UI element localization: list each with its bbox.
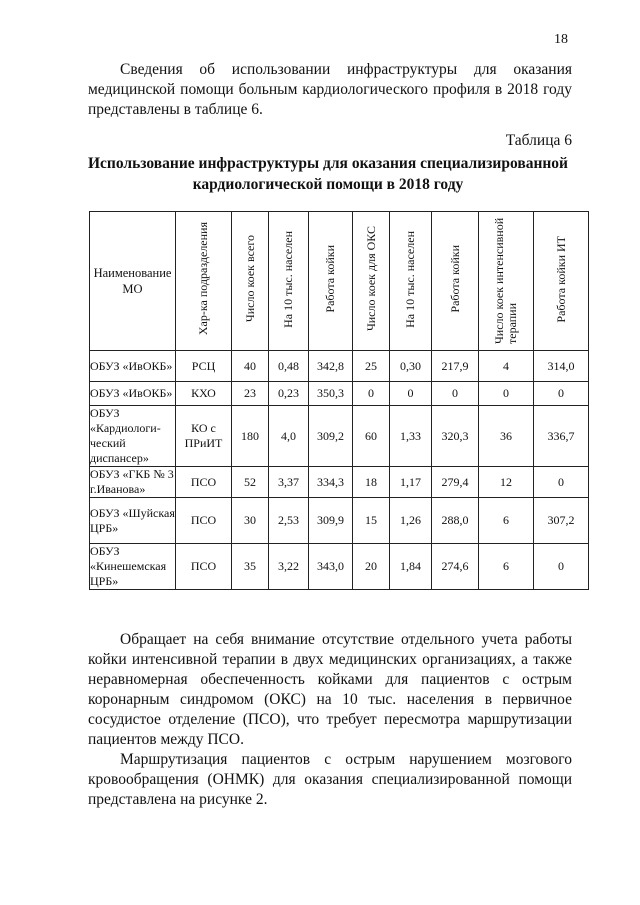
table-row <box>90 544 589 590</box>
cell-oks-beds: 0 <box>353 382 390 406</box>
header-oks-per10k: На 10 тыс. населен <box>390 212 432 351</box>
cell-it-bed-work: 0 <box>534 382 589 406</box>
intro-paragraph: Сведения об использовании инфраструктуры для оказания медицинской помощи больным кардиологического профиля в 2018 году представлены в таблице 6. <box>88 61 572 118</box>
cell-it-beds: 36 <box>479 406 534 467</box>
header-oks-beds: Число коек для ОКС <box>353 212 390 351</box>
header-it-bed-work: Работа койки ИТ <box>534 212 589 351</box>
cell-it-bed-work: 0 <box>534 544 589 590</box>
cell-unit-type: КО с ПРиИТ <box>176 406 232 467</box>
cell-beds-total: 30 <box>232 498 269 544</box>
cell-beds-total: 180 <box>232 406 269 467</box>
cell-oks-beds: 20 <box>353 544 390 590</box>
cell-it-beds: 6 <box>479 544 534 590</box>
table-row <box>90 467 589 498</box>
cell-bed-work: 343,0 <box>309 544 353 590</box>
cell-beds-per10k: 0,48 <box>269 351 309 382</box>
cell-bed-work: 309,2 <box>309 406 353 467</box>
cell-mo: ОБУЗ «Шуйская ЦРБ» <box>90 498 176 544</box>
header-beds-per10k: На 10 тыс. населен <box>269 212 309 351</box>
cell-beds-per10k: 4,0 <box>269 406 309 467</box>
cell-unit-type: КХО <box>176 382 232 406</box>
cell-it-beds: 0 <box>479 382 534 406</box>
table-title-line-1: Использование инфраструктуры для оказания специализированной <box>87 155 568 172</box>
cell-beds-per10k: 3,22 <box>269 544 309 590</box>
header-it-beds: Число коек интенсивной терапии <box>479 212 534 351</box>
cell-beds-per10k: 0,23 <box>269 382 309 406</box>
cell-oks-bed-work: 0 <box>432 382 479 406</box>
table-row <box>90 382 589 406</box>
table-header-row <box>90 212 589 351</box>
cell-oks-per10k: 1,84 <box>390 544 432 590</box>
table-row <box>90 351 589 382</box>
cell-it-bed-work: 307,2 <box>534 498 589 544</box>
cell-oks-bed-work: 279,4 <box>432 467 479 498</box>
cell-oks-beds: 18 <box>353 467 390 498</box>
cell-it-beds: 6 <box>479 498 534 544</box>
cell-beds-total: 40 <box>232 351 269 382</box>
cell-unit-type: ПСО <box>176 467 232 498</box>
cell-oks-per10k: 1,17 <box>390 467 432 498</box>
cell-beds-per10k: 2,53 <box>269 498 309 544</box>
cell-unit-type: ПСО <box>176 498 232 544</box>
header-bed-work: Работа койки <box>309 212 353 351</box>
cell-beds-per10k: 3,37 <box>269 467 309 498</box>
cell-bed-work: 350,3 <box>309 382 353 406</box>
cell-oks-per10k: 1,26 <box>390 498 432 544</box>
cell-oks-per10k: 0,30 <box>390 351 432 382</box>
cell-mo: ОБУЗ «ИвОКБ» <box>90 382 176 406</box>
cell-unit-type: ПСО <box>176 544 232 590</box>
table-title-line-2: кардиологической помощи в 2018 году <box>192 176 464 193</box>
cell-mo: ОБУЗ «ИвОКБ» <box>90 351 176 382</box>
cell-oks-beds: 60 <box>353 406 390 467</box>
cell-it-bed-work: 0 <box>534 467 589 498</box>
cell-it-beds: 12 <box>479 467 534 498</box>
cell-oks-beds: 15 <box>353 498 390 544</box>
header-unit-type: Хар-ка подразделения <box>176 212 232 351</box>
cell-oks-bed-work: 320,3 <box>432 406 479 467</box>
cell-bed-work: 309,9 <box>309 498 353 544</box>
table-row <box>90 406 589 467</box>
header-mo: Наименование МО <box>90 212 176 351</box>
header-beds-total: Число коек всего <box>232 212 269 351</box>
cell-it-bed-work: 336,7 <box>534 406 589 467</box>
paragraph-1: Обращает на себя внимание отсутствие отдельного учета работы койки интенсивной терапии в двух медицинских организациях, а также неравномерная обеспеченность койками для пациентов с острым коронарным синдромом (ОКС) на 10 тыс. населения в первичное сосудистое отделение (ПСО), что требует пересмотра маршрутизации пациентов между ПСО. <box>88 631 572 748</box>
cell-oks-bed-work: 274,6 <box>432 544 479 590</box>
cell-oks-per10k: 0 <box>390 382 432 406</box>
cell-unit-type: РСЦ <box>176 351 232 382</box>
cell-oks-bed-work: 217,9 <box>432 351 479 382</box>
cell-it-beds: 4 <box>479 351 534 382</box>
page-number: 18 <box>554 32 568 47</box>
cell-bed-work: 342,8 <box>309 351 353 382</box>
cell-oks-bed-work: 288,0 <box>432 498 479 544</box>
cell-mo: ОБУЗ «ГКБ № 3 г.Иванова» <box>90 467 174 496</box>
cell-oks-per10k: 1,33 <box>390 406 432 467</box>
cell-bed-work: 334,3 <box>309 467 353 498</box>
paragraph-2: Маршрутизация пациентов с острым нарушением мозгового кровообращения (ОНМК) для оказания специализированной помощи представлена на рисунке 2. <box>88 751 572 808</box>
cell-it-bed-work: 314,0 <box>534 351 589 382</box>
table-title <box>72 153 584 195</box>
infrastructure-table <box>89 211 589 590</box>
cell-oks-beds: 25 <box>353 351 390 382</box>
table-caption: Таблица 6 <box>505 132 572 149</box>
cell-beds-total: 52 <box>232 467 269 498</box>
table-row <box>90 498 589 544</box>
header-oks-bed-work: Работа койки <box>432 212 479 351</box>
cell-mo: ОБУЗ «Кинешемская ЦРБ» <box>90 544 176 590</box>
cell-beds-total: 35 <box>232 544 269 590</box>
cell-mo: ОБУЗ «Кардиологи-ческий диспансер» <box>90 406 176 467</box>
cell-beds-total: 23 <box>232 382 269 406</box>
